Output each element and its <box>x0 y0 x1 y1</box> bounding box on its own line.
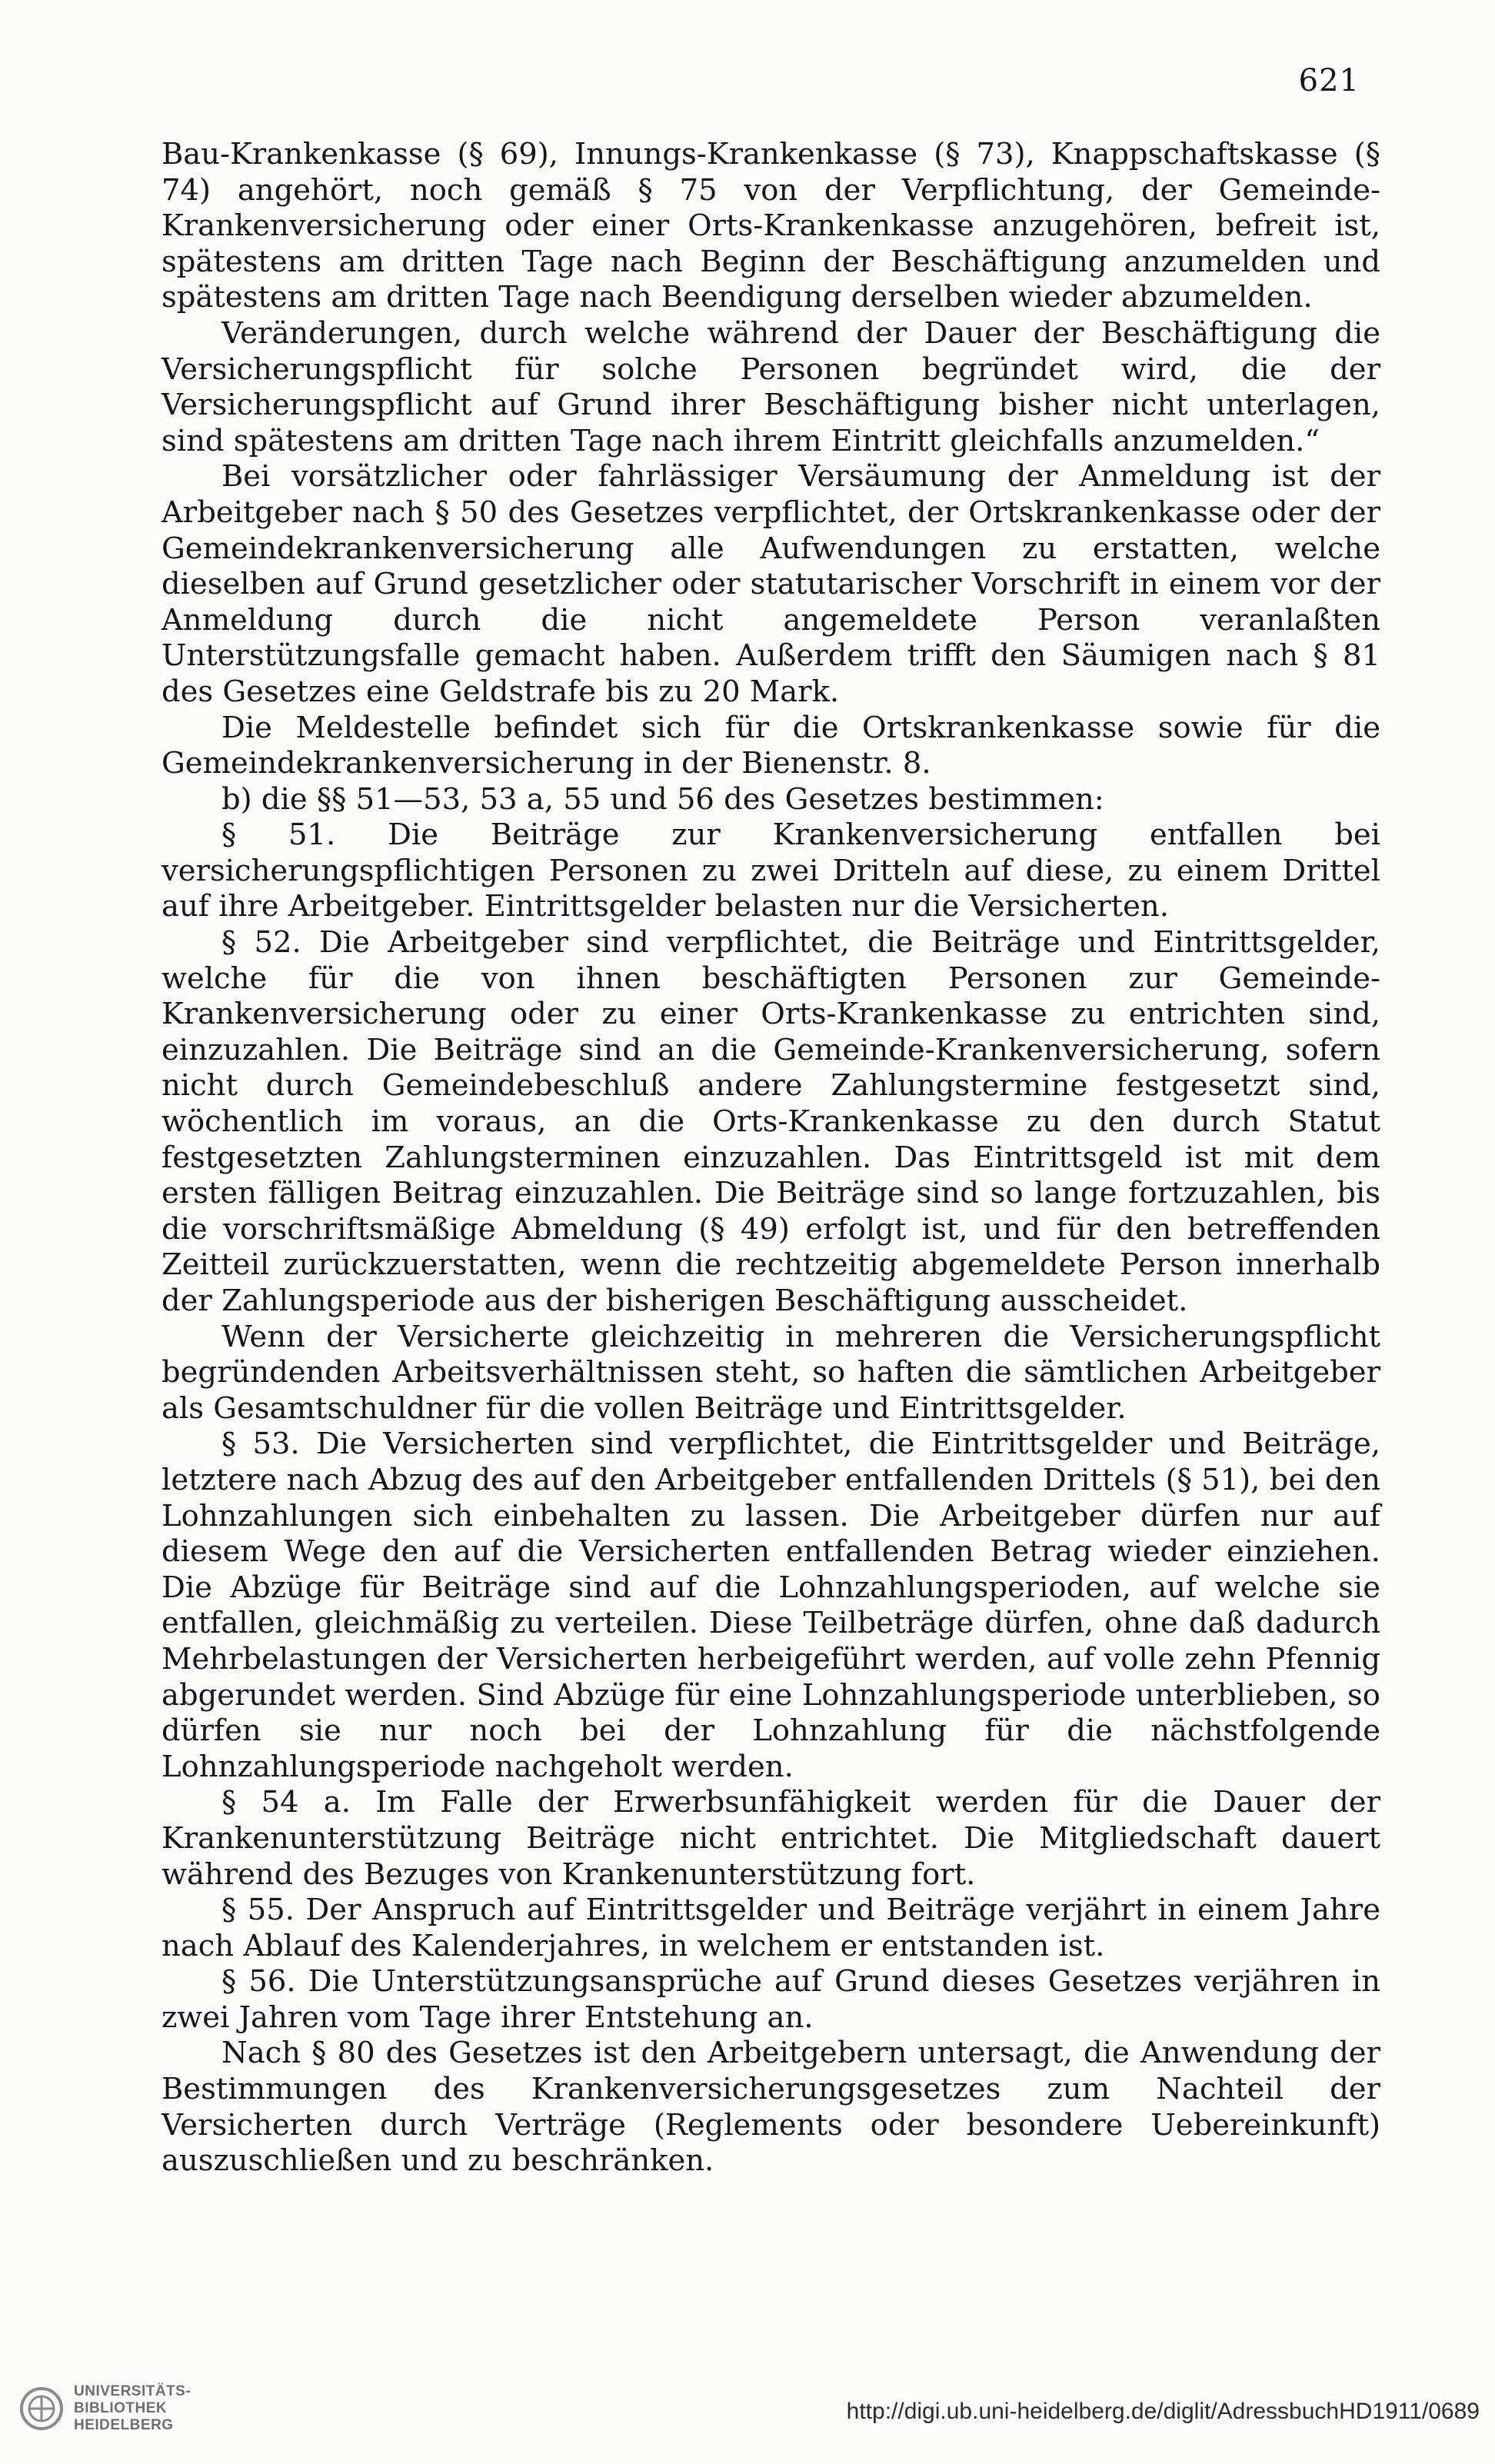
library-name <box>74 2383 191 2434</box>
footer <box>0 2345 1495 2464</box>
library-name-line: BIBLIOTHEK <box>74 2400 168 2416</box>
paragraph: Wenn der Versicherte gleichzeitig in mehreren die Versicherungspflicht begründenden Arbeitsverhältnissen steht, so haften die sämtlichen Arbeitgeber als Gesamtschuldner für die vollen Beiträge und Eintrittsgelder. <box>161 1319 1380 1426</box>
library-seal-icon <box>18 2386 65 2432</box>
section-53: § 53. Die Versicherten sind verpflichtet, die Eintrittsgelder und Beiträge, letztere nach Abzug des auf den Arbeitgeber entfallenden Drittels (§ 51), bei den Lohnzahlungen sich einbehalten zu lassen. Die Arbeitgeber dürfen nur auf diesem Wege den auf die Versicherten entfallenden Betrag wieder einziehen. Die Abzüge für Beiträge sind auf die Lohnzahlungsperioden, auf welche sie entfallen, gleichmäßig zu verteilen. Diese Teilbeträge dürfen, ohne daß dadurch Mehrbelastungen der Versicherten herbeigeführt werden, auf volle zehn Pfennig abgerundet werden. Sind Abzüge für eine Lohnzahlungsperiode unterblieben, so dürfen sie nur noch bei der Lohnzahlung für die nächstfolgende Lohnzahlungsperiode nachgeholt werden. <box>161 1427 1380 1784</box>
paragraph: b) die §§ 51—53, 53 a, 55 und 56 des Gesetzes bestimmen: <box>221 781 1104 817</box>
library-name-line: HEIDELBERG <box>74 2417 174 2433</box>
paragraph: Die Meldestelle befindet sich für die Ortskrankenkasse sowie für die Gemeindekrankenversicherung in der Bienenstr. 8. <box>161 710 1380 781</box>
section-52: § 52. Die Arbeitgeber sind verpflichtet, die Beiträge und Eintrittsgelder, welche für die von ihnen beschäftigten Personen zur Gemeinde-Krankenversicherung oder zu einer Orts-Krankenkasse zu entrichten sind, einzuzahlen. Die Beiträge sind an die Gemeinde-Krankenversicherung, sofern nicht durch Gemeindebeschluß andere Zahlungstermine festgesetzt sind, wöchentlich im voraus, an die Orts-Krankenkasse zu den durch Statut festgesetzten Zahlungsterminen einzuzahlen. Das Eintrittsgeld ist mit dem ersten fälligen Beitrag einzuzahlen. Die Beiträge sind so lange fortzuzahlen, bis die vorschriftsmäßige Abmeldung (§ 49) erfolgt ist, und für den betreffenden Zeitteil zurückzuerstatten, wenn die rechtzeitig abgemeldete Person innerhalb der Zahlungsperiode aus der bisherigen Beschäftigung ausscheidet. <box>161 925 1380 1318</box>
page-number: 621 <box>1298 63 1360 98</box>
library-name-line: UNIVERSITÄTS- <box>74 2383 191 2399</box>
source-url-link[interactable]: http://digi.ub.uni-heidelberg.de/diglit/AdressbuchHD1911/0689 <box>846 2399 1480 2424</box>
paragraph: Veränderungen, durch welche während der Dauer der Beschäftigung die Versicherungspflicht für solche Personen begründet wird, die der Versicherungspflicht auf Grund ihrer Beschäftigung bisher nicht unterlagen, sind spätestens am dritten Tage nach ihrem Eintritt gleichfalls anzumelden.“ <box>161 315 1380 458</box>
section-51: § 51. Die Beiträge zur Krankenversicherung entfallen bei versicherungspflichtigen Personen zu zwei Dritteln auf diese, zu einem Drittel auf ihre Arbeitgeber. Eintrittsgelder belasten nur die Versicherten. <box>161 817 1380 924</box>
section-54a: § 54 a. Im Falle der Erwerbsunfähigkeit werden für die Dauer der Krankenunterstützung Beiträge nicht entrichtet. Die Mitgliedschaft dauert während des Bezuges von Krankenunterstützung fort. <box>161 1785 1380 1892</box>
paragraph-continuation: Bau-Krankenkasse (§ 69), Innungs-Krankenkasse (§ 73), Knappschaftskasse (§ 74) angehört, noch gemäß § 75 von der Verpflichtung, der Gemeinde-Krankenversicherung oder einer Orts-Krankenkasse anzugehören, befreit ist, spätestens am dritten Tage nach Beginn der Beschäftigung anzumelden und spätestens am dritten Tage nach Beendigung derselben wieder abzumelden. <box>161 137 1380 315</box>
paragraph: Nach § 80 des Gesetzes ist den Arbeitgebern untersagt, die Anwendung der Bestimmungen des Krankenversicherungsgesetzes zum Nachteil der Versicherten durch Verträge (Reglements oder besondere Uebereinkunft) auszuschließen und zu beschränken. <box>161 2036 1380 2179</box>
body-text <box>161 137 1380 2179</box>
library-logo[interactable] <box>18 2383 191 2434</box>
section-55: § 55. Der Anspruch auf Eintrittsgelder und Beiträge verjährt in einem Jahre nach Ablauf des Kalenderjahres, in welchem er entstanden ist. <box>161 1893 1380 1963</box>
section-56: § 56. Die Unterstützungsansprüche auf Grund dieses Gesetzes verjähren in zwei Jahren vom Tage ihrer Entstehung an. <box>161 1964 1380 2035</box>
paragraph: Bei vorsätzlicher oder fahrlässiger Versäumung der Anmeldung ist der Arbeitgeber nach § 50 des Gesetzes verpflichtet, der Ortskrankenkasse oder der Gemeindekrankenversicherung alle Aufwendungen zu erstatten, welche dieselben auf Grund gesetzlicher oder statutarischer Vorschrift in einem vor der Anmeldung durch die nicht angemeldete Person veranlaßten Unterstützungsfalle gemacht haben. Außerdem trifft den Säumigen nach § 81 des Gesetzes eine Geldstrafe bis zu 20 Mark. <box>161 459 1380 709</box>
